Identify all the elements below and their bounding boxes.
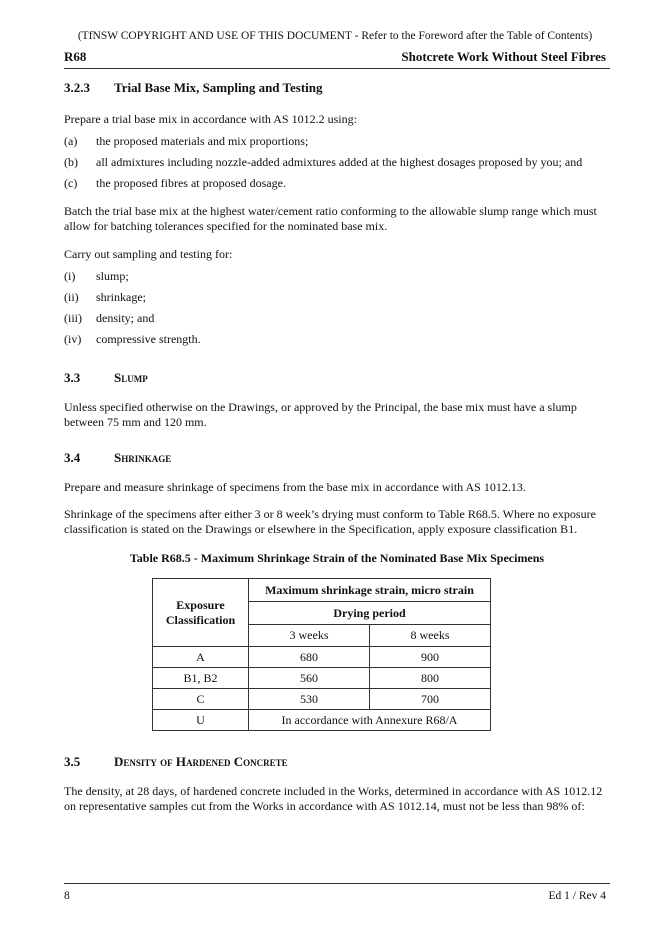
table-header-8-weeks: 8 weeks [370, 625, 491, 647]
list-text: all admixtures including nozzle-added admixtures added at the highest dosages proposed by you; and [96, 155, 583, 169]
shrinkage-table [152, 578, 491, 731]
section-title: Density of Hardened Concrete [114, 754, 288, 769]
document-title: Shotcrete Work Without Steel Fibres [401, 49, 606, 64]
section-heading-3-3 [64, 370, 610, 386]
table-row [153, 647, 491, 668]
list-item [64, 176, 610, 191]
list-text: slump; [96, 269, 129, 283]
section-heading-3-4 [64, 450, 610, 466]
table-cell: B1, B2 [153, 668, 249, 689]
list-label: (i) [64, 269, 76, 283]
table-row [153, 668, 491, 689]
table-row [153, 689, 491, 710]
section-number: 3.4 [64, 450, 81, 465]
page-content [64, 80, 610, 814]
list-item [64, 311, 610, 326]
section-title: Trial Base Mix, Sampling and Testing [114, 80, 323, 95]
table-header-3-weeks: 3 weeks [249, 625, 370, 647]
list-text: the proposed materials and mix proportions; [96, 134, 309, 148]
paragraph: The density, at 28 days, of hardened concrete included in the Works, determined in accordance with AS 1012.12 on representative samples cut from the Works in accordance with AS 1012.14, must not be less than 98% of: [64, 784, 603, 813]
paragraph: Prepare a trial base mix in accordance with AS 1012.2 using: [64, 112, 357, 126]
list-label: (b) [64, 155, 78, 169]
table-cell: 800 [370, 668, 491, 689]
table-header-drying: Drying period [249, 602, 491, 625]
list-text: density; and [96, 311, 155, 325]
list-text: shrinkage; [96, 290, 146, 304]
copyright-notice: (TfNSW COPYRIGHT AND USE OF THIS DOCUMENT - Refer to the Foreword after the Table of Contents) [77, 30, 593, 42]
table-cell: 560 [249, 668, 370, 689]
table-cell: 530 [249, 689, 370, 710]
table-cell: 700 [370, 689, 491, 710]
table-header-max-strain: Maximum shrinkage strain, micro strain [249, 579, 491, 602]
list-item [64, 290, 610, 305]
section-title: Slump [114, 370, 148, 385]
section-number: 3.5 [64, 754, 81, 769]
spec-number: R68 [64, 49, 87, 64]
list-label: (ii) [64, 290, 79, 304]
table-cell: In accordance with Annexure R68/A [249, 710, 491, 731]
footer-rule [64, 883, 610, 884]
header-rule [64, 68, 610, 69]
paragraph: Unless specified otherwise on the Drawings, or approved by the Principal, the base mix must have a slump between 75 mm and 120 mm. [64, 400, 577, 429]
section-number: 3.3 [64, 370, 81, 385]
page-number: 8 [64, 890, 70, 902]
table-cell: 680 [249, 647, 370, 668]
section-heading-3-5 [64, 754, 610, 770]
table-row [153, 710, 491, 731]
table-cell: U [153, 710, 249, 731]
section-title: Shrinkage [114, 450, 172, 465]
list-label: (c) [64, 176, 78, 190]
paragraph: Carry out sampling and testing for: [64, 247, 233, 261]
list-label: (iv) [64, 332, 82, 346]
list-text: the proposed fibres at proposed dosage. [96, 176, 286, 190]
list-text: compressive strength. [96, 332, 201, 346]
table-header-exposure: Exposure Classification [153, 579, 249, 647]
table-cell: C [153, 689, 249, 710]
list-item [64, 332, 610, 347]
revision-label: Ed 1 / Rev 4 [548, 890, 606, 902]
list-label: (a) [64, 134, 78, 148]
section-heading-3-2-3 [64, 80, 610, 96]
table-cell: 900 [370, 647, 491, 668]
paragraph: Batch the trial base mix at the highest water/cement ratio conforming to the allowable slump range which must allow for batching tolerances specified for the nominated base mix. [64, 204, 597, 233]
list-label: (iii) [64, 311, 82, 325]
list-item [64, 134, 610, 149]
list-item [64, 269, 610, 284]
list-item [64, 155, 610, 170]
paragraph: Prepare and measure shrinkage of specimens from the base mix in accordance with AS 1012.13. [64, 480, 526, 494]
section-number: 3.2.3 [64, 80, 90, 95]
paragraph: Shrinkage of the specimens after either 3 or 8 week’s drying must conform to Table R68.5. Where no exposure classification is stated on the Drawings or elsewhere in the Specification, apply exposure classification B1. [64, 507, 596, 536]
table-caption: Table R68.5 - Maximum Shrinkage Strain of the Nominated Base Mix Specimens [129, 551, 545, 565]
table-cell: A [153, 647, 249, 668]
